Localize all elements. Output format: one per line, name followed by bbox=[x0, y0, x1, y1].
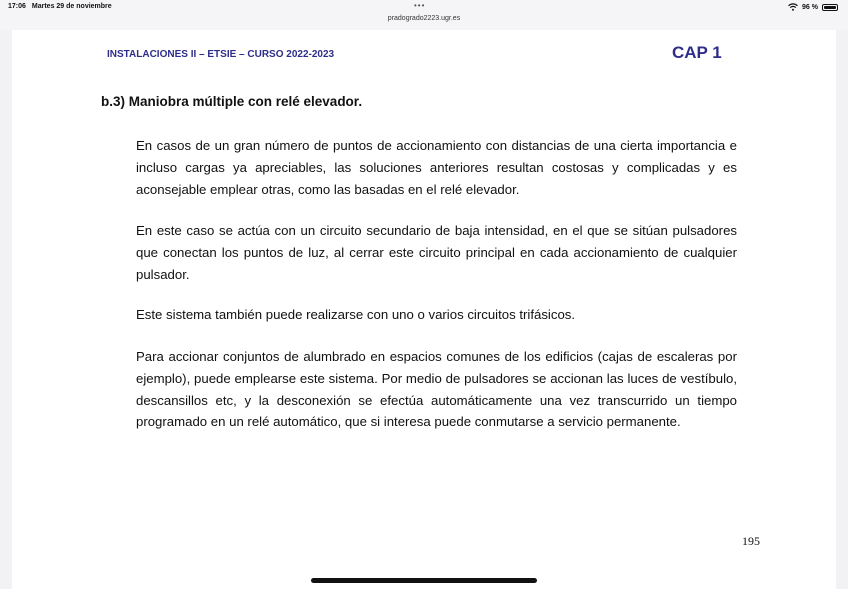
status-time: 17:06 bbox=[8, 3, 26, 10]
address-url[interactable]: pradogrado2223.ugr.es bbox=[387, 15, 461, 22]
status-date: Martes 29 de noviembre bbox=[31, 3, 112, 10]
battery-icon bbox=[822, 4, 838, 11]
page-number: 195 bbox=[742, 534, 760, 548]
section-title: b.3) Maniobra múltiple con relé elevador. bbox=[101, 94, 363, 109]
battery-percent: 96 % bbox=[802, 3, 818, 11]
paragraph-4: Para accionar conjuntos de alumbrado en espacios comunes de los edificios (cajas de escaleras por ejemplo), puede emplearse este sistema. Por medio de pulsadores se accionan las luces de vestíbulo, descansillos etc, y la desconexión se efectúa automáticamente una vez transcurrido un tiempo programado en un relé automático, que si interesa puede conmutarse a servicio permanente. bbox=[136, 349, 737, 430]
home-indicator[interactable] bbox=[311, 578, 537, 583]
wifi-icon bbox=[788, 3, 798, 11]
status-time-date bbox=[8, 3, 118, 10]
paragraph-3: Este sistema también puede realizarse con uno o varios circuitos trifásicos. bbox=[136, 307, 576, 322]
status-bar bbox=[0, 0, 848, 30]
multitasking-dots-icon[interactable]: ••• bbox=[414, 1, 426, 10]
paragraph-2: En este caso se actúa con un circuito secundario de baja intensidad, en el que se sitúan pulsadores que conectan los puntos de luz, al cerrar este circuito principal en cada accionamiento de cualquier pulsador. bbox=[136, 223, 737, 282]
chapter-label: CAP 1 bbox=[672, 43, 722, 62]
document-header: INSTALACIONES II – ETSIE – CURSO 2022-2023 bbox=[107, 49, 335, 60]
pdf-page[interactable] bbox=[12, 30, 836, 589]
paragraph-1: En casos de un gran número de puntos de accionamiento con distancias de una cierta importancia e incluso cargas ya apreciables, las soluciones anteriores resultan costosas y complicadas y es aconsejable emplear otras, como las basadas en el relé elevador. bbox=[136, 138, 737, 197]
status-indicators bbox=[788, 3, 838, 11]
battery-fill bbox=[824, 6, 836, 9]
